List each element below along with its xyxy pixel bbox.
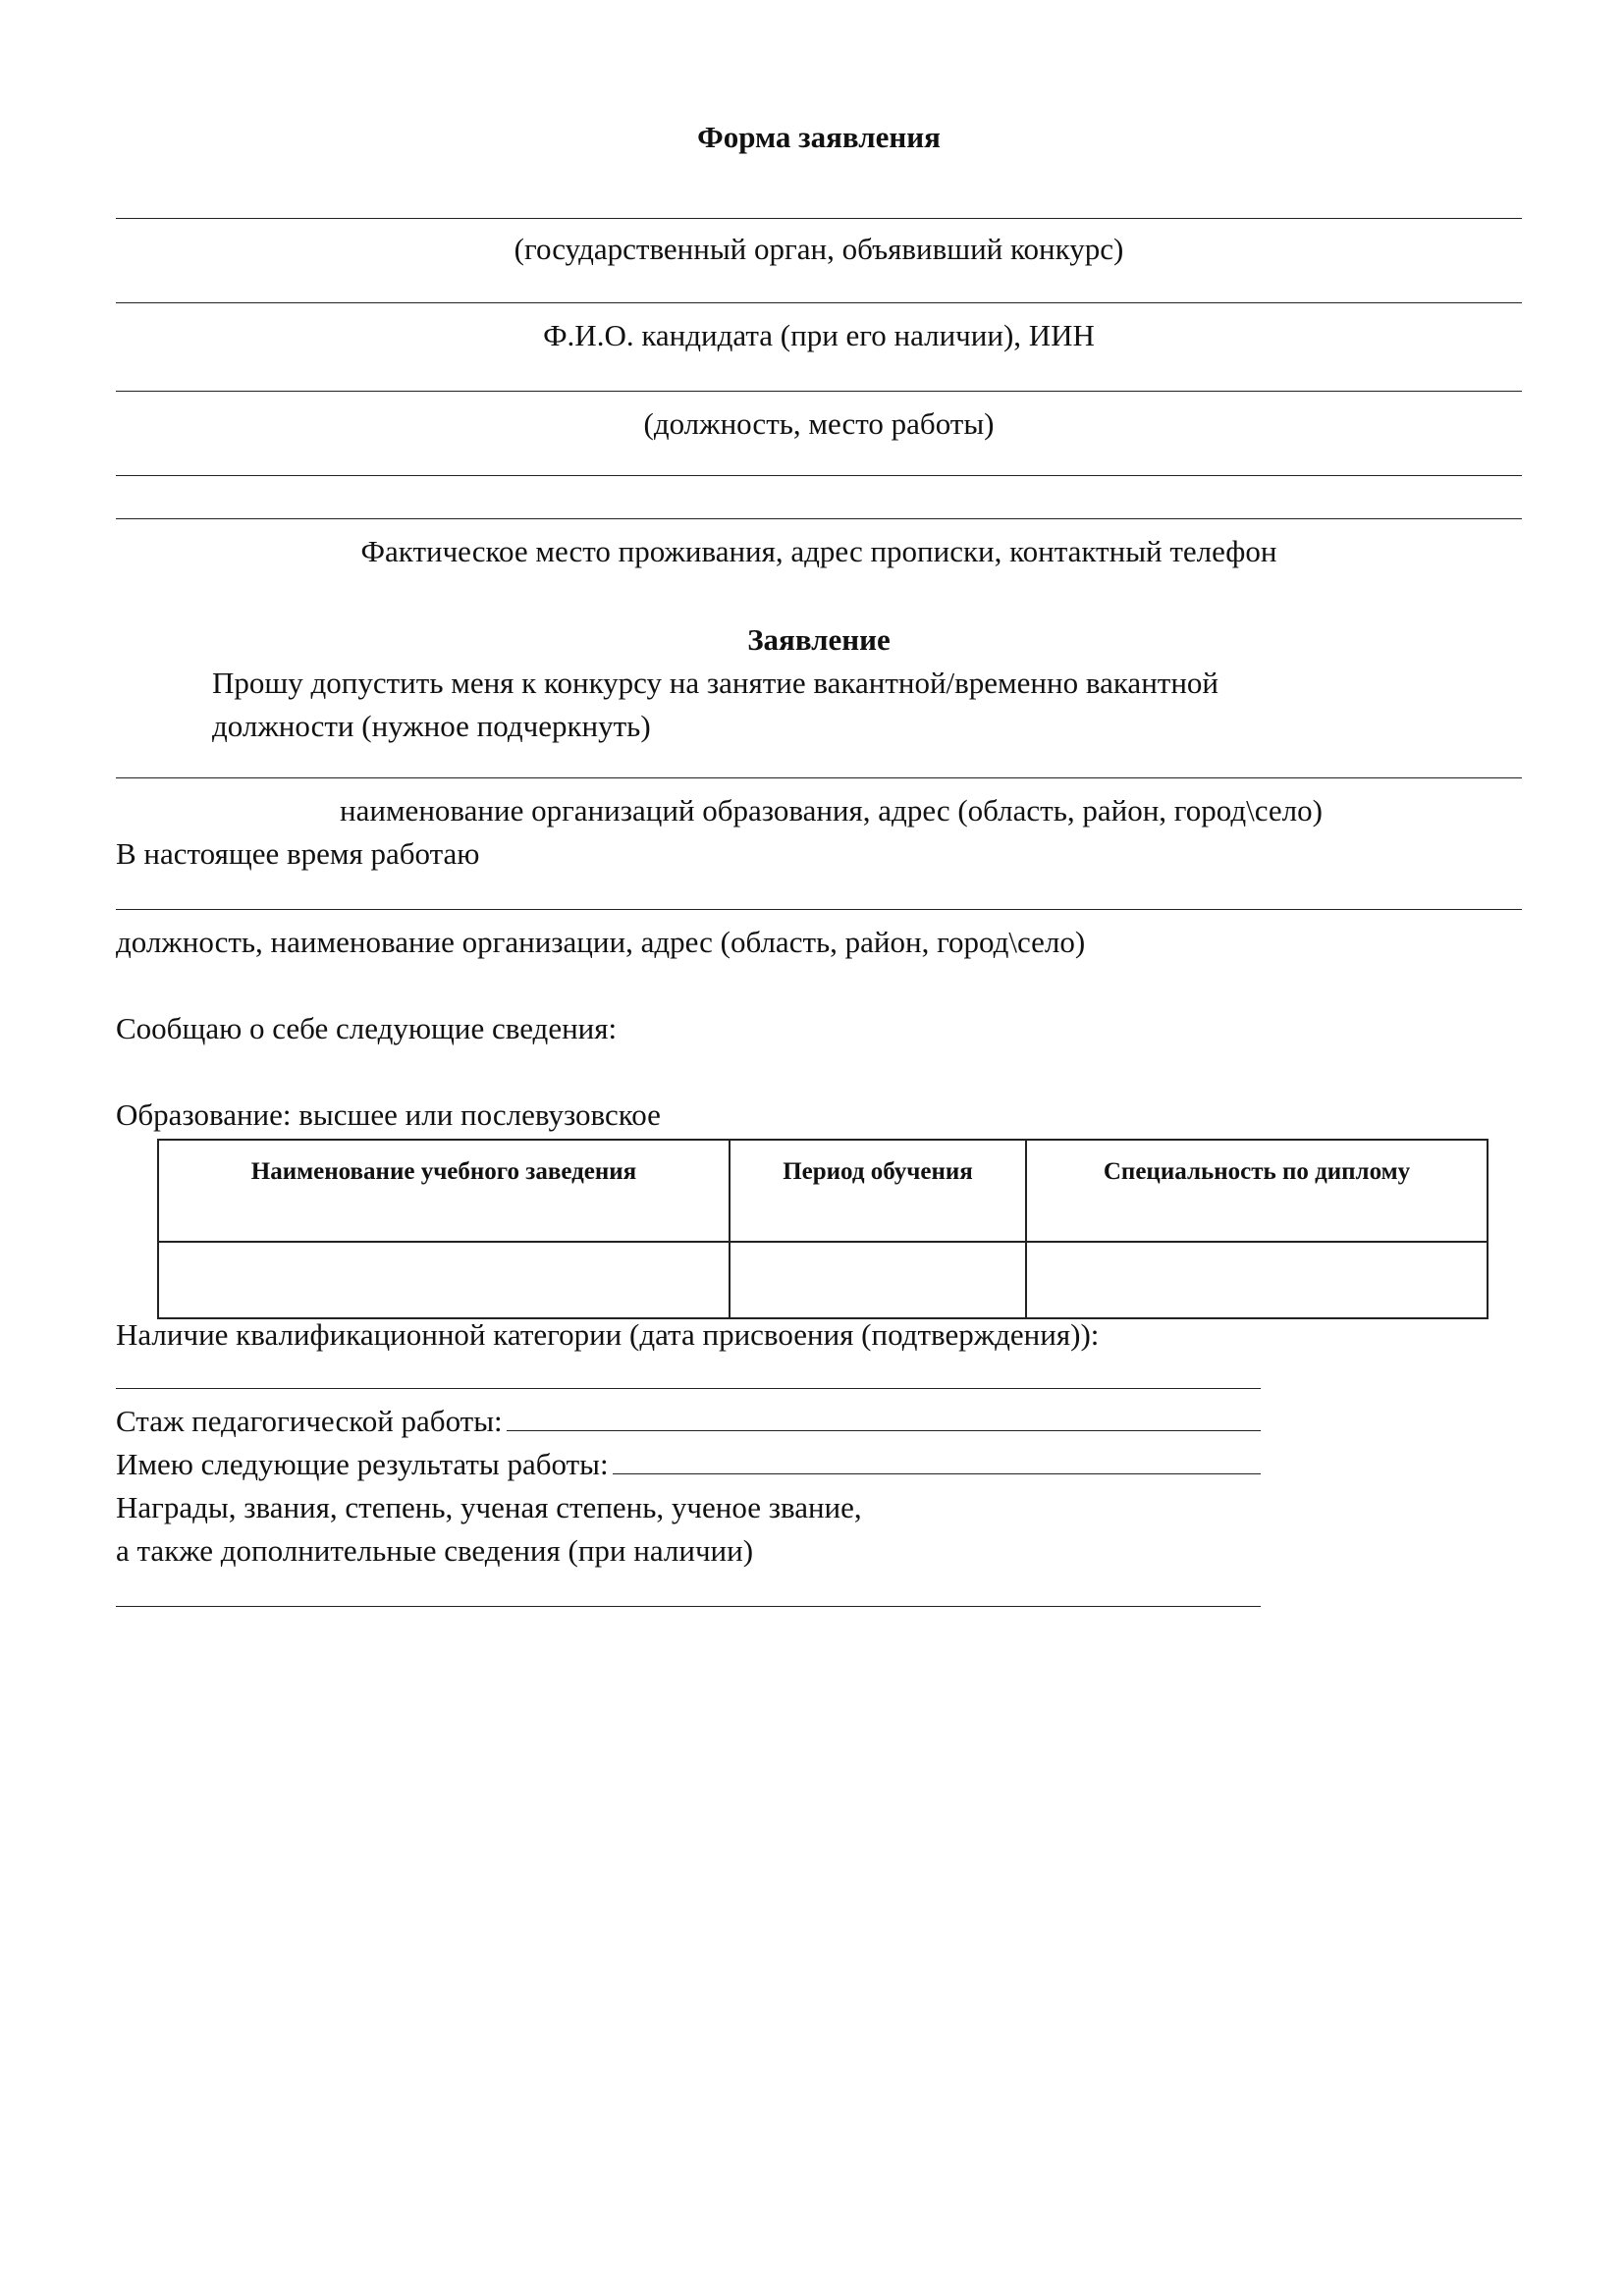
caption-position: (должность, место работы) <box>643 406 995 441</box>
results-field[interactable] <box>613 1446 1261 1474</box>
blank-line-address-2[interactable] <box>116 518 1522 519</box>
experience-field[interactable] <box>507 1403 1261 1431</box>
awards-line-1: Награды, звания, степень, ученая степень, ученое звание, <box>116 1490 862 1524</box>
request-line-1: Прошу допустить меня к конкурсу на занятие вакантной/временно вакантной <box>212 666 1219 700</box>
caption-fio: Ф.И.О. кандидата (при его наличии), ИИН <box>543 318 1095 352</box>
statement-heading: Заявление <box>747 622 891 657</box>
blank-line-address-1[interactable] <box>116 475 1522 476</box>
header-specialty: Специальность по диплому <box>1026 1140 1488 1242</box>
header-institution: Наименование учебного заведения <box>158 1140 730 1242</box>
caption-organ: (государственный орган, объявивший конкурс) <box>514 232 1124 266</box>
blank-line-qualification[interactable] <box>116 1388 1261 1389</box>
results-row <box>116 1445 1261 1484</box>
results-label: Имею следующие результаты работы: <box>116 1447 609 1481</box>
awards-line-2: а также дополнительные сведения (при наличии) <box>116 1533 754 1568</box>
caption-org-education: наименование организаций образования, адрес (область, район, город\село) <box>340 793 1323 828</box>
blank-line-organ[interactable] <box>116 218 1522 219</box>
form-title: Форма заявления <box>697 120 941 154</box>
caption-current-job: должность, наименование организации, адрес (область, район, город\село) <box>116 925 1086 959</box>
qualification-label: Наличие квалификационной категории (дата присвоения (подтверждения)): <box>116 1317 1100 1352</box>
header-period: Период обучения <box>730 1140 1026 1242</box>
blank-line-fio[interactable] <box>116 302 1522 303</box>
cell-period[interactable] <box>730 1242 1026 1318</box>
education-table-header-row <box>158 1140 1488 1242</box>
blank-line-current-job[interactable] <box>116 909 1522 910</box>
experience-row <box>116 1402 1261 1441</box>
currently-working-label: В настоящее время работаю <box>116 836 480 871</box>
cell-specialty[interactable] <box>1026 1242 1488 1318</box>
info-intro: Сообщаю о себе следующие сведения: <box>116 1011 618 1045</box>
blank-line-position[interactable] <box>116 391 1522 392</box>
request-line-2: должности (нужное подчеркнуть) <box>212 709 651 743</box>
blank-line-org-education[interactable] <box>116 777 1522 778</box>
experience-label: Стаж педагогической работы: <box>116 1404 503 1438</box>
education-label: Образование: высшее или послевузовское <box>116 1097 661 1132</box>
education-table <box>157 1139 1489 1319</box>
table-row <box>158 1242 1488 1318</box>
caption-address: Фактическое место проживания, адрес прописки, контактный телефон <box>360 534 1277 568</box>
blank-line-awards[interactable] <box>116 1606 1261 1607</box>
cell-institution[interactable] <box>158 1242 730 1318</box>
